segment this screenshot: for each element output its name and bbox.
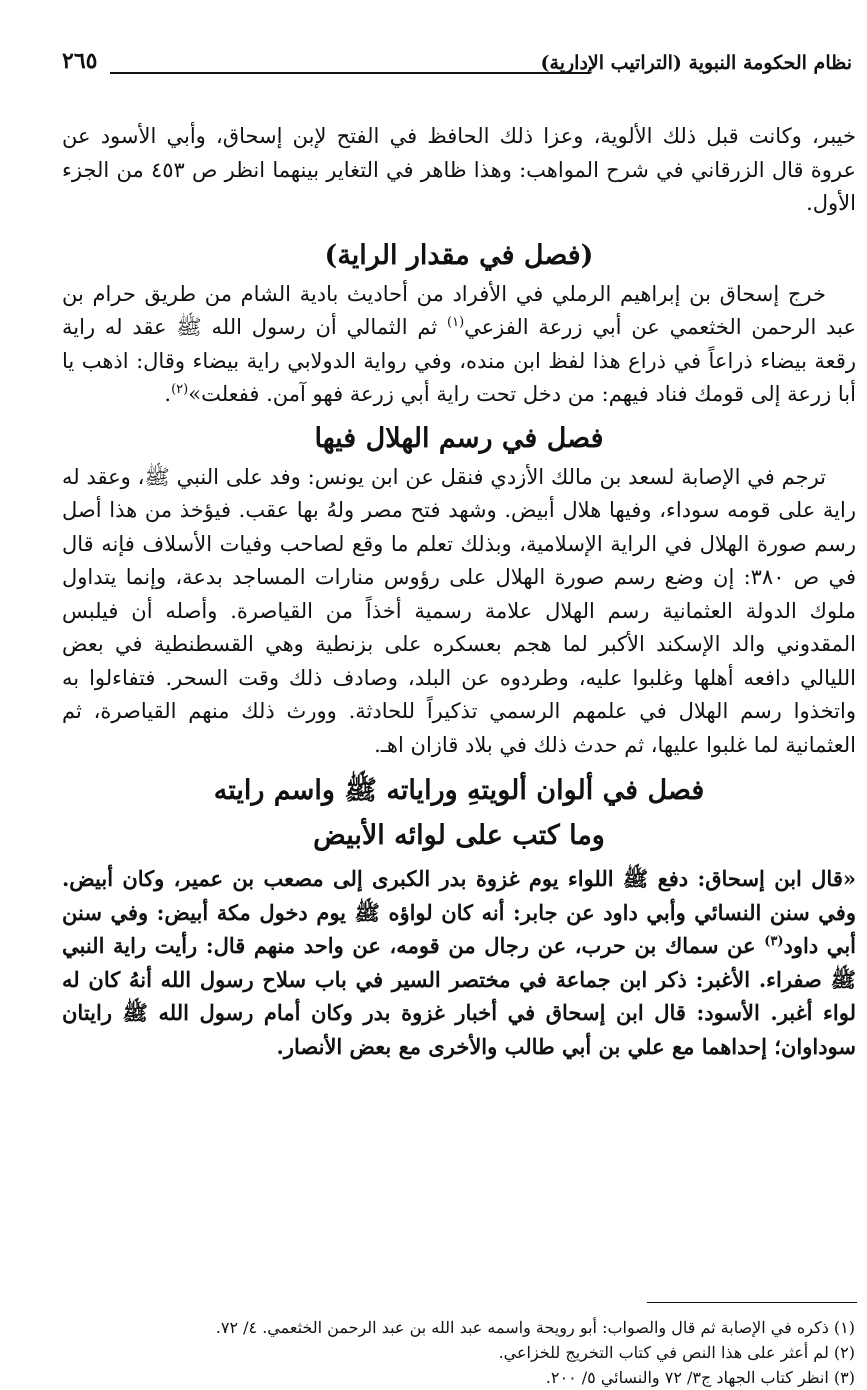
page-body [62, 120, 856, 1063]
page-number: ٢٦٥ [62, 48, 98, 74]
footnote-3: (٣) انظر كتاب الجهاد ج٣/ ٧٢ والنسائي ٥/ ٢٠٠. [545, 1368, 855, 1387]
paragraph-text: ثم الثمالي أن رسول الله ﷺ عقد له راية رقعة بيضاء ذراعاً في ذراع هذا لفظ ابن منده، وفي رواية الدولابي راية بيضاء وقال: اذهب يا أبا زرعة إلى قومك فناد فيهم: من دخل تحت راية أبي زرعة فهو آمن. ففعلت» [62, 315, 856, 406]
paragraph-text: . [164, 382, 172, 406]
paragraph-text: عن سماك بن حرب، عن رجال من قومه، عن واحد منهم قال: رأيت راية النبي ﷺ صفراء. الأغبر: ذكر ابن جماعة في مختصر السير في باب سلاح رسول الله أنهُ كان له لواء أغبر. الأسود: قال ابن إسحاق في أخبار غزوة بدر وكان أمام رسول الله ﷺ رايتان سوداوان؛ إحداهما مع علي بن أبي طالب والأخرى مع بعض الأنصار. [62, 933, 856, 1059]
section-heading-colors-line1: فصل في ألوان ألويتهِ وراياته ﷺ واسم رايته [213, 775, 705, 806]
section-heading-banner-size: (فصل في مقدار الراية) [324, 239, 594, 271]
section-heading-crescent: فصل في رسم الهلال فيها [314, 422, 604, 454]
page-header [62, 44, 852, 92]
running-title: نظام الحكومة النبوية (التراتيب الإدارية) [540, 52, 852, 74]
paragraph-text: خرج إسحاق بن إبراهيم الرملي في الأفراد من أحاديث بادية الشام من طريق حرام بن عبد الرحمن الخثعمي عن أبي زرعة الفزعي [62, 281, 856, 339]
footnote-1: (١) ذكره في الإصابة ثم قال والصواب: أبو رويحة واسمه عبد الله بن عبد الرحمن الخثعمي. ٤/ ٧٢. [215, 1318, 855, 1337]
footnotes [65, 1315, 855, 1390]
section-paragraph-colors [62, 862, 856, 1063]
footnote-rule [647, 1302, 857, 1303]
footnote-marker-2: (٢) [171, 382, 189, 397]
footnote-marker-1: (١) [447, 315, 465, 330]
section-paragraph-banner-size [62, 278, 856, 412]
section-paragraph-crescent: ترجم في الإصابة لسعد بن مالك الأزدي فنقل عن ابن يونس: وفد على النبي ﷺ، وعقد له راية على قومه سوداء، وفيها هلال أبيض. وشهد فتح مصر ولهُ بها عقب. فيؤخذ من هذا أصل رسم صورة الهلال في الراية الإسلامية، وبذلك تعلم ما وقع لصاحب وفيات الأسلاف فإنه قال في ص ٣٨٠: إن وضع رسم صورة الهلال على رؤوس منارات المساجد بدعة، وإنما يتداول ملوك الدولة العثمانية رسم الهلال علامة رسمية أخذاً من القياصرة. وأصله أن فيلبس المقدوني والد الإسكند الأكبر لما هجم بعسكره على بزنطية وهي القسطنطية في بعض الليالي دافعه أهلها وغلبوا عليه، وطردوه عن البلد، وصادف ذلك وقت السحر. فتفاءلوا به واتخذوا رسم الهلال في علمهم الرسمي تذكيراً للحادثة. وورث ذلك منهم القياصرة، ثم العثمانية لما غلبوا عليها، ثم حدث ذلك في بلاد قازان اهـ. [62, 464, 856, 757]
section-heading-colors-line2: وما كتب على لوائه الأبيض [313, 820, 605, 851]
intro-paragraph: خيبر، وكانت قبل ذلك الألوية، وعزا ذلك الحافظ في الفتح لإبن إسحاق، وأبي الأسود عن عروة قال الزرقاني في شرح المواهب: وهذا ظاهر في التغاير بينهما انظر ص ٤٥٣ من الجزء الأول. [62, 124, 857, 215]
footnote-2: (٢) لم أعثر على هذا النص في كتاب التخريج للخزاعي. [498, 1343, 855, 1362]
footnote-marker-3: (٣) [764, 934, 784, 949]
paragraph-text: «قال ابن إسحاق: دفع ﷺ اللواء يوم غزوة بدر الكبرى إلى مصعب بن عمير، وكان أبيض. وفي سنن النسائي وأبي داود عن جابر: أنه كان لواؤه ﷺ يوم دخول مكة أبيض: وفي سنن أبي داود [62, 866, 856, 958]
header-rule [110, 72, 590, 74]
